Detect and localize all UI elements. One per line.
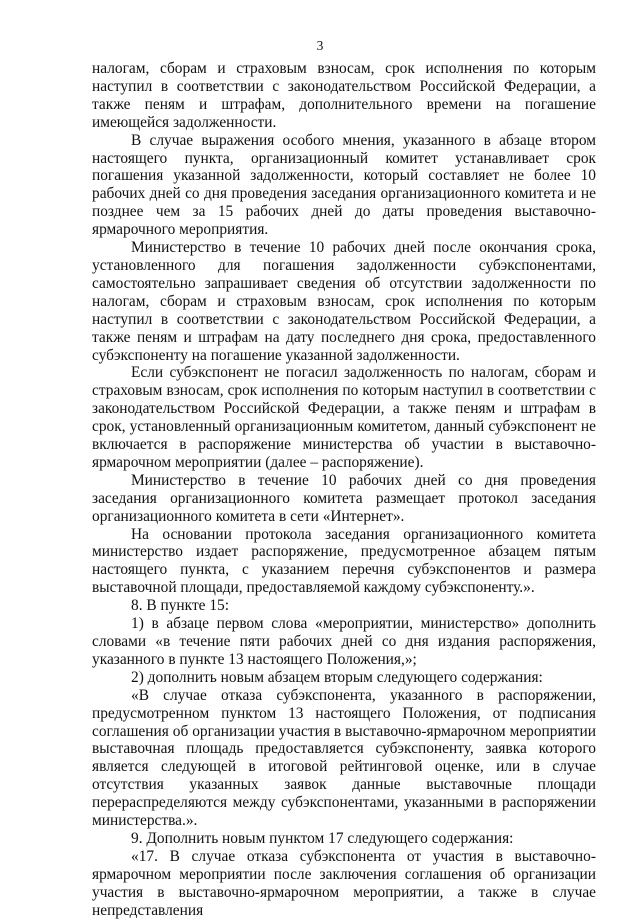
paragraph: На основании протокола заседания организационного комитета министерство издает распоряжение, предусмотренное абзацем пятым настоящего пункта, с указанием перечня субэкспонентов и размера выставочной площади, предоставляемой каждому субэкспоненту.». xyxy=(92,525,596,597)
paragraph: 2) дополнить новым абзацем вторым следующего содержания: xyxy=(131,668,543,686)
paragraph: 8. В пункте 15: xyxy=(131,597,230,615)
paragraph: «В случае отказа субэкспонента, указанного в распоряжении, предусмотренном пунктом 13 настоящего Положения, от подписания соглашения об организации участия в выставочно-ярмарочном мероприятии выставочная площадь предоставляется субэкспоненту, заявка которого является следующей в итоговой рейтинговой оценке, или в случае отсутствия указанных заявок данные выставочные площади перераспределяются между субэкспонентами, указанными в распоряжении министерства.». xyxy=(92,686,596,830)
paragraph: Если субэкспонент не погасил задолженность по налогам, сборам и страховым взносам, срок исполнения по которым наступил в соответствии с законодательством Российской Федерации, а также пеням и штрафам в срок, установленный организационным комитетом, данный субэкспонент не включается в распоряжение министерства об участии в выставочно-ярмарочном мероприятии (далее – распоряжение). xyxy=(92,364,596,471)
paragraph: В случае выражения особого мнения, указанного в абзаце втором настоящего пункта, организационный комитет устанавливает срок погашения указанной задолженности, который составляет не более 10 рабочих дней со дня проведения заседания организационного комитета и не позднее чем за 15 рабочих дней до даты проведения выставочно-ярмарочного мероприятия. xyxy=(92,131,596,239)
paragraph: Министерство в течение 10 рабочих дней после окончания срока, установленного для погашения задолженности субэкспонентами, самостоятельно запрашивает сведения об отсутствии задолженности по налогам, сборам и страховым взносам, срок исполнения по которым наступил в соответствии с законодательством Российской Федерации, а также пеням и штрафам на дату последнего дня срока, предоставленного субэкспоненту на погашение указанной задолженности. xyxy=(92,239,596,364)
paragraph: 9. Дополнить новым пунктом 17 следующего содержания: xyxy=(131,829,514,847)
paragraph: Министерство в течение 10 рабочих дней со дня проведения заседания организационного комитета размещает протокол заседания организационного комитета в сети «Интернет». xyxy=(92,471,596,525)
paragraph: 1) в абзаце первом слова «мероприятии, министерство» дополнить словами «в течение пяти рабочих дней со дня издания распоряжения, указанного в пункте 13 настоящего Положения,»; xyxy=(92,615,596,668)
document-body xyxy=(92,60,596,920)
paragraph: «17. В случае отказа субэкспонента от участия в выставочно-ярмарочном мероприятии после заключения соглашения об организации участия в выставочно-ярмарочном мероприятии, а также в случае непредставления xyxy=(92,847,596,919)
page-number: 3 xyxy=(316,38,324,53)
paragraph: налогам, сборам и страховым взносам, срок исполнения по которым наступил в соответствии с законодательством Российской Федерации, а также пеням и штрафам, дополнительного времени на погашение имеющейся задолженности. xyxy=(92,60,596,131)
